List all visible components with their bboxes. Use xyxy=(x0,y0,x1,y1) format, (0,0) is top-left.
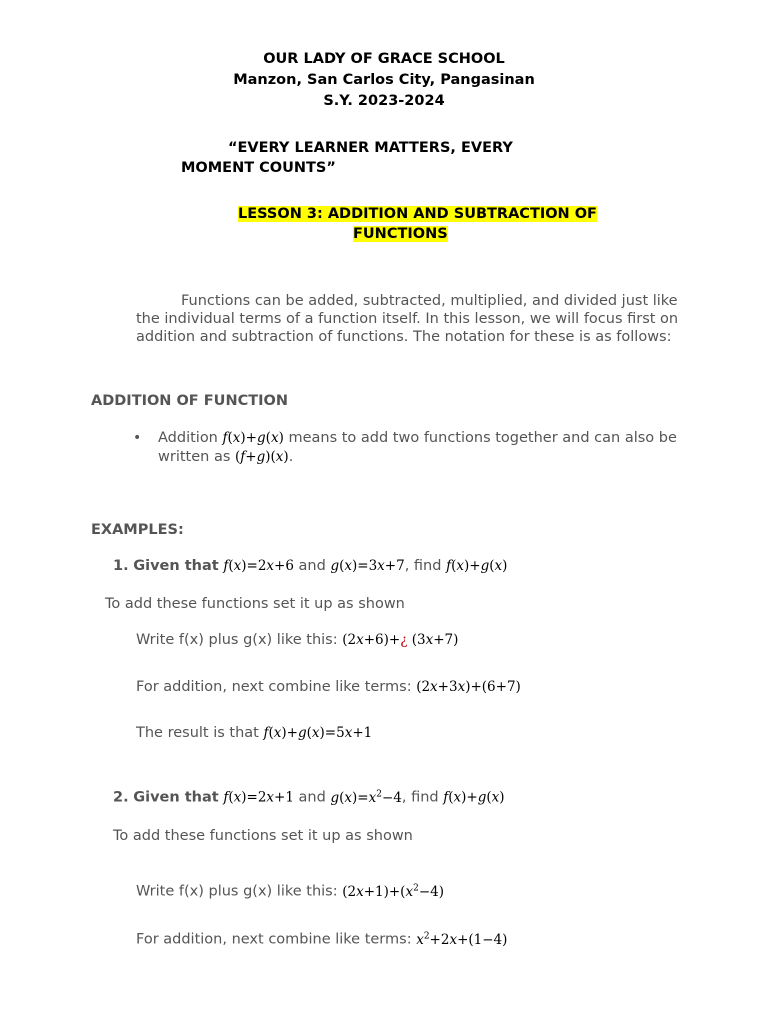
example-1-write-label: Write f(x) plus g(x) like this: xyxy=(136,632,338,648)
bullet-text-end: . xyxy=(288,449,294,465)
example-2-setup: To add these functions set it up as shown xyxy=(113,828,413,844)
math-ex1-result: f(x)+g(x)=5x+1 xyxy=(263,725,373,741)
example-1-number: 1. xyxy=(113,558,129,574)
example-1-result-label: The result is that xyxy=(136,725,259,741)
example-2-given: Given that xyxy=(133,789,219,806)
example-1-combine-label: For addition, next combine like terms: xyxy=(136,679,412,695)
example-1-given: Given that xyxy=(133,558,219,574)
addition-heading: ADDITION OF FUNCTION xyxy=(91,393,288,409)
addition-bullet-line-1 xyxy=(158,430,677,446)
motto-line-2: MOMENT COUNTS” xyxy=(181,160,336,176)
examples-heading: EXAMPLES: xyxy=(91,522,184,538)
bullet-dot: • xyxy=(133,430,142,446)
math-ex1-g: g(x)=3x+7 xyxy=(330,558,405,574)
example-2-write-label: Write f(x) plus g(x) like this: xyxy=(136,883,338,900)
math-ex1-target: f(x)+g(x) xyxy=(446,558,508,574)
example-2-combine xyxy=(136,931,507,948)
math-ex2-write: $(2x+1)+(x^2-4)$ xyxy=(342,883,444,900)
math-ex1-combine: (2x+3x)+(6+7) xyxy=(416,679,521,695)
math-ex2-g: $g(x)=x^2-4$ xyxy=(330,789,402,806)
example-1-and: and xyxy=(298,558,326,574)
math-f-plus-g-of-x: (f+g)(x) xyxy=(235,449,289,465)
math-ex1-write: (2x+6)+¿ (3x+7) xyxy=(342,632,459,648)
example-1-find: , find xyxy=(404,558,442,574)
example-2-and: and xyxy=(298,789,326,806)
addition-bullet-line-2 xyxy=(158,449,293,465)
math-ex2-f: f(x)=2x+1 xyxy=(223,789,294,806)
example-2-combine-label: For addition, next combine like terms: xyxy=(136,931,412,948)
intro-line-2: the individual terms of a function itself. In this lesson, we will focus first on xyxy=(136,311,679,327)
example-2-find: , find xyxy=(401,789,439,806)
example-1-combine xyxy=(136,679,521,695)
intro-line-3: addition and subtraction of functions. The notation for these is as follows: xyxy=(136,329,672,345)
math-ex2-target: f(x)+g(x) xyxy=(443,789,505,806)
example-2-statement xyxy=(113,789,505,806)
example-2-number: 2. xyxy=(113,789,129,806)
school-year: S.Y. 2023-2024 xyxy=(323,93,445,109)
math-fx-plus-gx: f(x)+g(x) xyxy=(222,430,284,446)
bullet-text-a: Addition xyxy=(158,430,218,446)
bullet-text-c: written as xyxy=(158,449,231,465)
example-2-write xyxy=(136,883,444,900)
example-1-statement xyxy=(113,558,507,574)
example-1-write xyxy=(136,632,458,648)
example-1-result xyxy=(136,725,372,741)
motto-line-1: “EVERY LEARNER MATTERS, EVERY xyxy=(228,140,513,156)
bullet-text-b: means to add two functions together and can also be xyxy=(288,430,677,446)
school-address: Manzon, San Carlos City, Pangasinan xyxy=(233,72,535,88)
lesson-title-line-2: FUNCTIONS xyxy=(353,226,448,242)
school-name: OUR LADY OF GRACE SCHOOL xyxy=(263,51,505,67)
math-ex1-f: f(x)=2x+6 xyxy=(223,558,294,574)
intro-line-1: Functions can be added, subtracted, multiplied, and divided just like xyxy=(181,293,678,309)
math-ex2-combine: $x^2+2x+(1-4)$ xyxy=(416,931,508,948)
example-1-setup: To add these functions set it up as shown xyxy=(105,596,405,612)
lesson-title-line-1: LESSON 3: ADDITION AND SUBTRACTION OF xyxy=(238,206,597,222)
